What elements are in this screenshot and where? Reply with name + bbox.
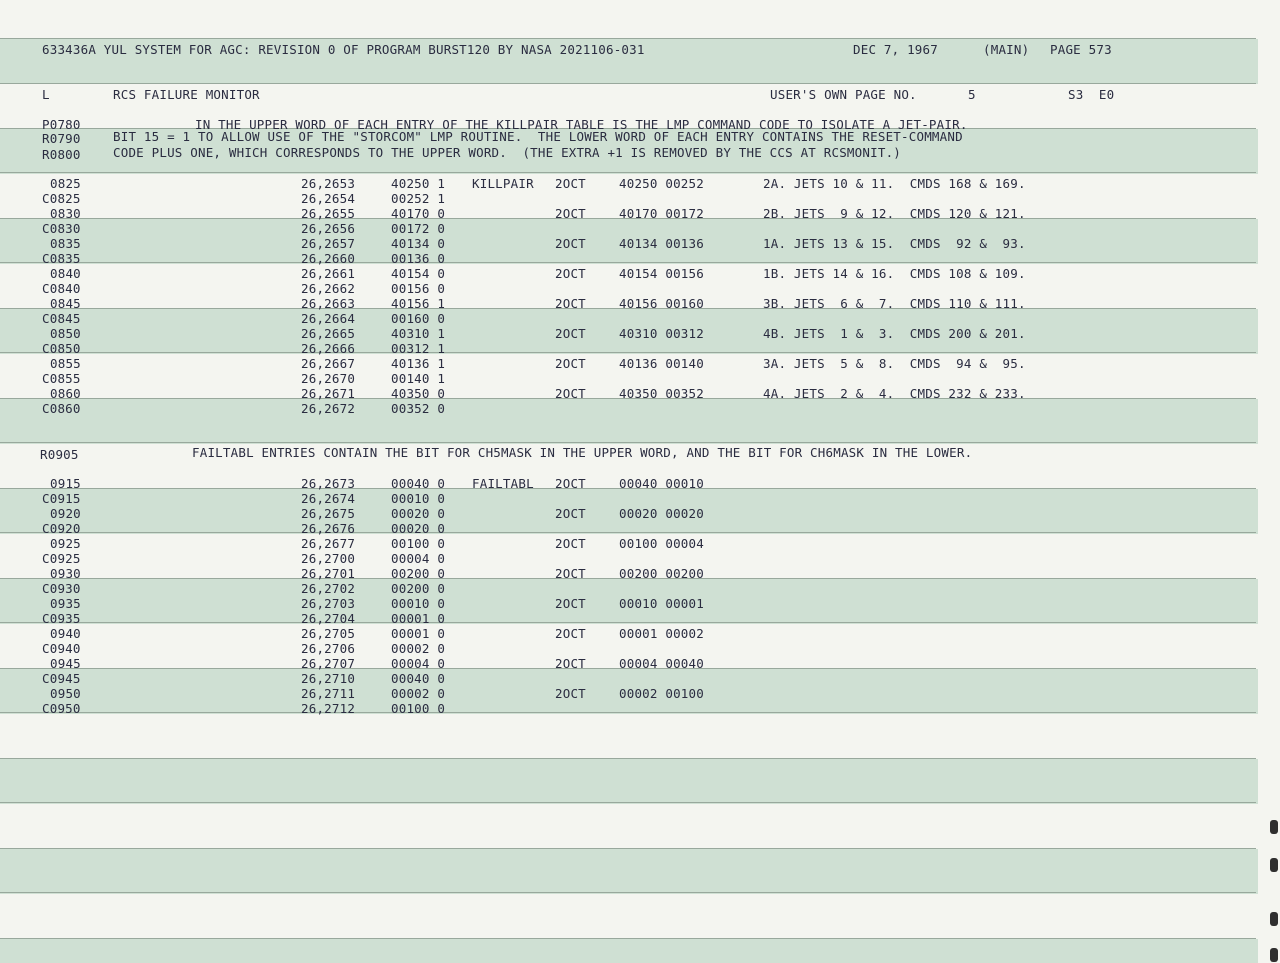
comment-line-id: R0905	[40, 447, 79, 462]
users-page-label: USER'S OWN PAGE NO.	[770, 87, 917, 102]
address-cell: 26,2705	[301, 626, 356, 641]
opcode-cell: 2OCT	[555, 206, 586, 221]
operand-cell: 40154 00156	[619, 266, 704, 281]
operand-cell: 40350 00352	[619, 386, 704, 401]
operand-cell: 40156 00160	[619, 296, 704, 311]
listing-date: DEC 7, 1967	[853, 42, 938, 57]
paper-rule-line	[0, 442, 1256, 443]
opcode-cell: 2OCT	[555, 536, 586, 551]
address-cell: 26,2670	[301, 371, 356, 386]
word-cell: 00040 0	[391, 476, 446, 491]
word-cell: 00002 0	[391, 686, 446, 701]
line-id: 0940	[50, 626, 81, 641]
address-cell: 26,2660	[301, 251, 356, 266]
opcode-cell: 2OCT	[555, 386, 586, 401]
operand-cell: 00001 00002	[619, 626, 704, 641]
address-cell: 26,2663	[301, 296, 356, 311]
users-page-number: 5	[968, 87, 976, 102]
line-id: 0830	[50, 206, 81, 221]
opcode-cell: 2OCT	[555, 686, 586, 701]
remark-cell: 3A. JETS 5 & 8. CMDS 94 & 95.	[763, 356, 1026, 371]
address-cell: 26,2666	[301, 341, 356, 356]
paper-band	[0, 849, 1258, 894]
remark-cell: 3B. JETS 6 & 7. CMDS 110 & 111.	[763, 296, 1026, 311]
address-cell: 26,2656	[301, 221, 356, 236]
paper-rule-line	[0, 262, 1256, 263]
opcode-cell: 2OCT	[555, 236, 586, 251]
address-cell: 26,2654	[301, 191, 356, 206]
line-id: 0860	[50, 386, 81, 401]
opcode-cell: 2OCT	[555, 656, 586, 671]
comment-line-text: BIT 15 = 1 TO ALLOW USE OF THE "STORCOM" LMP ROUTINE. THE LOWER WORD OF EACH ENTRY CONTAINS THE RESET-COMMAND	[113, 129, 963, 144]
line-id: C0825	[42, 191, 81, 206]
paper-rule-line	[0, 38, 1256, 39]
opcode-cell: 2OCT	[555, 326, 586, 341]
address-cell: 26,2706	[301, 641, 356, 656]
word-cell: 00312 1	[391, 341, 446, 356]
address-cell: 26,2675	[301, 506, 356, 521]
line-id: C0915	[42, 491, 81, 506]
address-cell: 26,2712	[301, 701, 356, 716]
section-title: RCS FAILURE MONITOR	[113, 87, 260, 102]
word-cell: 00010 0	[391, 596, 446, 611]
paper-band	[0, 759, 1258, 804]
operand-cell: 00020 00020	[619, 506, 704, 521]
word-cell: 40154 0	[391, 266, 446, 281]
tractor-hole	[1270, 948, 1278, 962]
opcode-cell: 2OCT	[555, 506, 586, 521]
operand-cell: 00200 00200	[619, 566, 704, 581]
line-id: 0840	[50, 266, 81, 281]
address-cell: 26,2662	[301, 281, 356, 296]
line-id: 0915	[50, 476, 81, 491]
operand-cell: 40250 00252	[619, 176, 704, 191]
address-cell: 26,2710	[301, 671, 356, 686]
comment-line-id: R0800	[42, 147, 81, 162]
line-id: C0845	[42, 311, 81, 326]
paper-band	[0, 939, 1258, 963]
paper-rule-line	[0, 938, 1256, 939]
word-cell: 00004 0	[391, 656, 446, 671]
operand-cell: 40136 00140	[619, 356, 704, 371]
line-id: 0845	[50, 296, 81, 311]
address-cell: 26,2674	[301, 491, 356, 506]
address-cell: 26,2702	[301, 581, 356, 596]
line-id: C0840	[42, 281, 81, 296]
comment-line-text: CODE PLUS ONE, WHICH CORRESPONDS TO THE UPPER WORD. (THE EXTRA +1 IS REMOVED BY THE CCS AT RCSMONIT.)	[113, 145, 902, 160]
comment-line-text: FAILTABL ENTRIES CONTAIN THE BIT FOR CH5MASK IN THE UPPER WORD, AND THE BIT FOR CH6MASK IN THE LOWER.	[192, 445, 973, 460]
operand-cell: 00004 00040	[619, 656, 704, 671]
address-cell: 26,2704	[301, 611, 356, 626]
symbol-label-cell: KILLPAIR	[472, 176, 534, 191]
address-cell: 26,2661	[301, 266, 356, 281]
word-cell: 00001 0	[391, 611, 446, 626]
operand-cell: 40170 00172	[619, 206, 704, 221]
opcode-cell: 2OCT	[555, 476, 586, 491]
line-id: C0950	[42, 701, 81, 716]
remark-cell: 2B. JETS 9 & 12. CMDS 120 & 121.	[763, 206, 1026, 221]
line-id: 0825	[50, 176, 81, 191]
line-id: C0940	[42, 641, 81, 656]
line-id: 0855	[50, 356, 81, 371]
word-cell: 00100 0	[391, 536, 446, 551]
operand-cell: 40310 00312	[619, 326, 704, 341]
operand-cell: 40134 00136	[619, 236, 704, 251]
line-id: 0920	[50, 506, 81, 521]
remark-cell: 2A. JETS 10 & 11. CMDS 168 & 169.	[763, 176, 1026, 191]
line-id: C0920	[42, 521, 81, 536]
address-cell: 26,2673	[301, 476, 356, 491]
paper-rule-line	[0, 172, 1256, 173]
operand-cell: 00010 00001	[619, 596, 704, 611]
word-cell: 00001 0	[391, 626, 446, 641]
word-cell: 40156 1	[391, 296, 446, 311]
paper-rule-line	[0, 758, 1256, 759]
word-cell: 00200 0	[391, 581, 446, 596]
opcode-cell: 2OCT	[555, 566, 586, 581]
word-cell: 40250 1	[391, 176, 446, 191]
word-cell: 00140 1	[391, 371, 446, 386]
word-cell: 40310 1	[391, 326, 446, 341]
paper-rule-line	[0, 892, 1256, 893]
address-cell: 26,2671	[301, 386, 356, 401]
word-cell: 00172 0	[391, 221, 446, 236]
line-id: C0855	[42, 371, 81, 386]
address-cell: 26,2653	[301, 176, 356, 191]
line-id: C0850	[42, 341, 81, 356]
operand-cell: 00002 00100	[619, 686, 704, 701]
line-id: 0950	[50, 686, 81, 701]
word-cell: 00010 0	[391, 491, 446, 506]
operand-cell: 00040 00010	[619, 476, 704, 491]
opcode-cell: 2OCT	[555, 176, 586, 191]
address-cell: 26,2703	[301, 596, 356, 611]
word-cell: 40136 1	[391, 356, 446, 371]
line-id: C0945	[42, 671, 81, 686]
address-cell: 26,2711	[301, 686, 356, 701]
word-cell: 00040 0	[391, 671, 446, 686]
word-cell: 00136 0	[391, 251, 446, 266]
line-id: C0925	[42, 551, 81, 566]
remark-cell: 4A. JETS 2 & 4. CMDS 232 & 233.	[763, 386, 1026, 401]
address-cell: 26,2677	[301, 536, 356, 551]
line-id: 0850	[50, 326, 81, 341]
comment-line-text: IN THE UPPER WORD OF EACH ENTRY OF THE KILLPAIR TABLE IS THE LMP COMMAND CODE TO ISOLATE A JET-PAIR.	[195, 117, 968, 132]
word-cell: 00020 0	[391, 521, 446, 536]
paper-rule-line	[0, 83, 1256, 84]
line-id: C0830	[42, 221, 81, 236]
word-cell: 00352 0	[391, 401, 446, 416]
word-cell: 00160 0	[391, 311, 446, 326]
remark-cell: 4B. JETS 1 & 3. CMDS 200 & 201.	[763, 326, 1026, 341]
line-id: C0860	[42, 401, 81, 416]
word-cell: 40350 0	[391, 386, 446, 401]
comment-line-id: R0790	[42, 131, 81, 146]
word-cell: 00200 0	[391, 566, 446, 581]
opcode-cell: 2OCT	[555, 266, 586, 281]
address-cell: 26,2665	[301, 326, 356, 341]
address-cell: 26,2676	[301, 521, 356, 536]
paper-rule-line	[0, 802, 1256, 803]
paper-rule-line	[0, 848, 1256, 849]
tractor-hole	[1270, 858, 1278, 872]
opcode-cell: 2OCT	[555, 596, 586, 611]
word-cell: 00020 0	[391, 506, 446, 521]
section-right-tag: S3 E0	[1068, 87, 1115, 102]
line-id: C0835	[42, 251, 81, 266]
paper-rule-line	[0, 532, 1256, 533]
address-cell: 26,2700	[301, 551, 356, 566]
remark-cell: 1A. JETS 13 & 15. CMDS 92 & 93.	[763, 236, 1026, 251]
line-id: 0935	[50, 596, 81, 611]
opcode-cell: 2OCT	[555, 626, 586, 641]
section-type: L	[42, 87, 50, 102]
line-id: 0835	[50, 236, 81, 251]
word-cell: 40134 0	[391, 236, 446, 251]
word-cell: 00156 0	[391, 281, 446, 296]
opcode-cell: 2OCT	[555, 296, 586, 311]
word-cell: 40170 0	[391, 206, 446, 221]
tractor-hole	[1270, 912, 1278, 926]
operand-cell: 00100 00004	[619, 536, 704, 551]
word-cell: 00252 1	[391, 191, 446, 206]
paper-rule-line	[0, 352, 1256, 353]
line-id: C0930	[42, 581, 81, 596]
address-cell: 26,2701	[301, 566, 356, 581]
word-cell: 00004 0	[391, 551, 446, 566]
paper-band	[0, 399, 1258, 444]
line-id: C0935	[42, 611, 81, 626]
line-id: 0945	[50, 656, 81, 671]
line-id: 0925	[50, 536, 81, 551]
paper-rule-line	[0, 622, 1256, 623]
symbol-label-cell: FAILTABL	[472, 476, 534, 491]
address-cell: 26,2655	[301, 206, 356, 221]
word-cell: 00100 0	[391, 701, 446, 716]
address-cell: 26,2707	[301, 656, 356, 671]
word-cell: 00002 0	[391, 641, 446, 656]
paper-rule-line	[0, 712, 1256, 713]
remark-cell: 1B. JETS 14 & 16. CMDS 108 & 109.	[763, 266, 1026, 281]
address-cell: 26,2664	[301, 311, 356, 326]
line-id: 0930	[50, 566, 81, 581]
listing-header-title: 633436A YUL SYSTEM FOR AGC: REVISION 0 OF PROGRAM BURST120 BY NASA 2021106-031	[42, 42, 645, 57]
comment-line-id: P0780	[42, 117, 81, 132]
tractor-hole	[1270, 820, 1278, 834]
listing-page-number: PAGE 573	[1050, 42, 1112, 57]
listing-main-tag: (MAIN)	[983, 42, 1030, 57]
opcode-cell: 2OCT	[555, 356, 586, 371]
address-cell: 26,2667	[301, 356, 356, 371]
address-cell: 26,2672	[301, 401, 356, 416]
address-cell: 26,2657	[301, 236, 356, 251]
